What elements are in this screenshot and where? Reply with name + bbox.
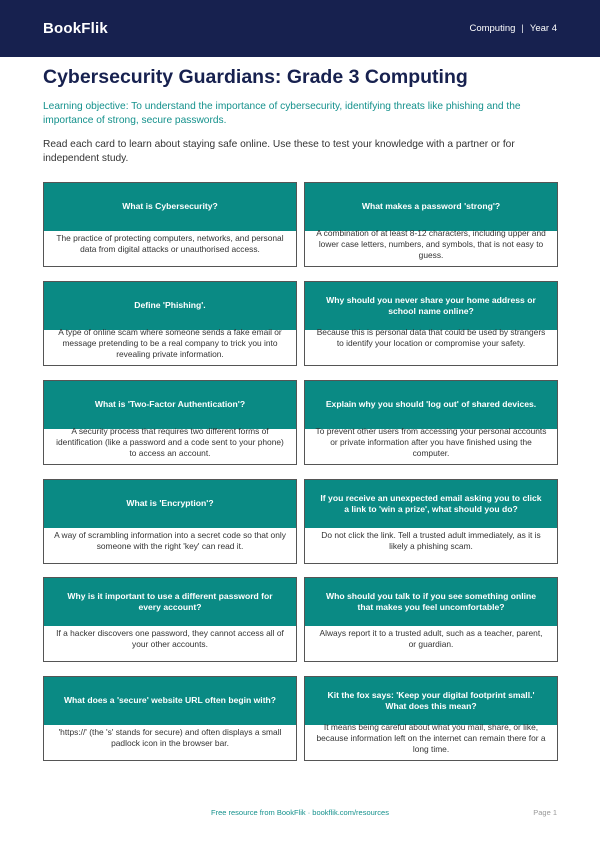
- flashcard: [43, 577, 297, 662]
- learning-objective: Learning objective: To understand the importance of cybersecurity, identifying threats like phishing and the importance of strong, secure passwords.: [43, 101, 521, 126]
- card-question: What is Cybersecurity?: [44, 183, 296, 231]
- brand-logo: BookFlik: [43, 20, 108, 37]
- card-answer: It means being careful about what you mail, share, or like, because information left on the internet can remain there for a long time.: [316, 722, 546, 754]
- card-question: Define 'Phishing'.: [44, 282, 296, 330]
- card-question: What is 'Two-Factor Authentication'?: [44, 381, 296, 429]
- card-question: Who should you talk to if you see something online that makes you feel uncomfortable?: [305, 578, 557, 626]
- card-question: Explain why you should 'log out' of shared devices.: [305, 381, 557, 429]
- header-meta: [469, 23, 557, 34]
- flashcard: [304, 479, 558, 564]
- card-answer: Do not click the link. Tell a trusted adult immediately, as it is likely a phishing scam.: [321, 530, 541, 551]
- card-answer: To prevent other users from accessing your personal accounts or private information after you have finished using the computer.: [315, 426, 547, 458]
- card-question: Why is it important to use a different password for every account?: [44, 578, 296, 626]
- flashcard: [304, 380, 558, 465]
- card-answer: 'https://' (the 's' stands for secure) and often displays a small padlock icon in the browser bar.: [58, 727, 282, 748]
- flashcard: [43, 479, 297, 564]
- card-question: What makes a password 'strong'?: [305, 183, 557, 231]
- card-question: If you receive an unexpected email asking you to click a link to 'win a prize', what should you do?: [305, 480, 557, 528]
- card-answer: Always report it to a trusted adult, such as a teacher, parent, or guardian.: [319, 628, 543, 649]
- footer-text: Free resource from BookFlik · bookflik.com/resources: [211, 808, 389, 817]
- flashcard: [43, 380, 297, 465]
- card-question: What does a 'secure' website URL often begin with?: [44, 677, 296, 725]
- intro-text: Read each card to learn about staying safe online. Use these to test your knowledge with a partner or for independent study.: [43, 139, 515, 164]
- meta-separator: |: [521, 23, 524, 34]
- card-answer: A way of scrambling information into a secret code so that only someone with the right 'key' can read it.: [54, 530, 286, 551]
- flashcard: [304, 676, 558, 761]
- card-answer: A combination of at least 8-12 characters, including upper and lower case letters, numbers, and symbols, that is not easy to guess.: [316, 228, 546, 260]
- flashcard: [304, 577, 558, 662]
- card-answer: If a hacker discovers one password, they cannot access all of your other accounts.: [56, 628, 284, 649]
- page-number: Page 1: [533, 808, 557, 817]
- card-answer: A security process that requires two different forms of identification (like a password and a code sent to your phone) to access an account.: [56, 426, 284, 458]
- card-question: Kit the fox says: 'Keep your digital footprint small.' What does this mean?: [305, 677, 557, 725]
- flashcard: [304, 281, 558, 366]
- card-question: Why should you never share your home address or school name online?: [305, 282, 557, 330]
- page-header: [0, 0, 600, 57]
- flashcard: [304, 182, 558, 267]
- subject-label: Computing: [469, 23, 516, 34]
- card-answer: A type of online scam where someone sends a fake email or message pretending to be a real company to trick you into revealing private information.: [58, 327, 282, 359]
- flashcard: [43, 281, 297, 366]
- year-label: Year 4: [529, 23, 557, 34]
- card-answer: Because this is personal data that could be used by strangers to identify your location or compromise your safety.: [316, 327, 546, 348]
- card-question: What is 'Encryption'?: [44, 480, 296, 528]
- flashcard: [43, 676, 297, 761]
- card-answer: The practice of protecting computers, networks, and personal data from digital attacks or unauthorised access.: [56, 233, 284, 254]
- flashcard: [43, 182, 297, 267]
- page-title: Cybersecurity Guardians: Grade 3 Computing: [43, 66, 468, 88]
